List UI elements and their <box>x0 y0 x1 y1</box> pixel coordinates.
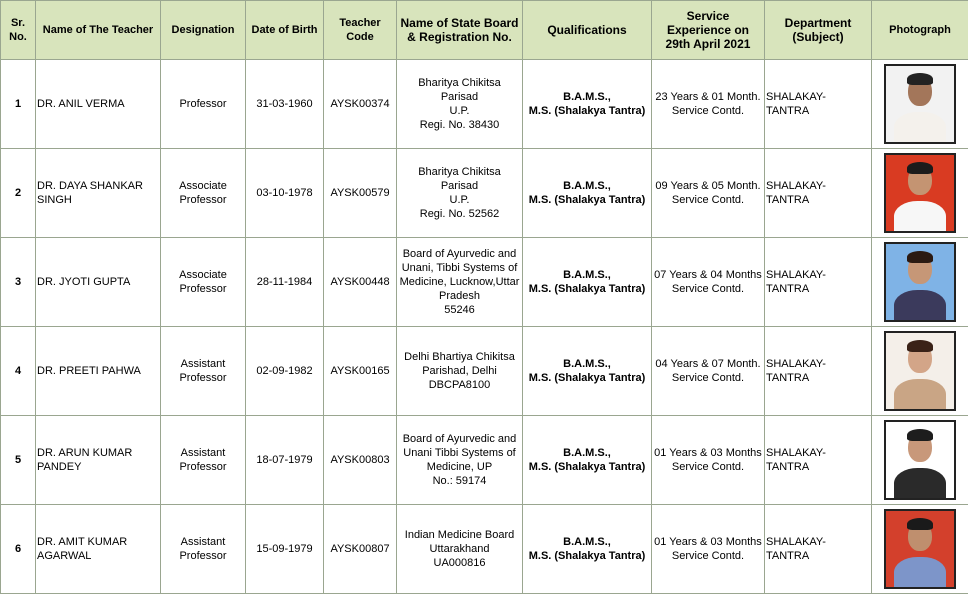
teacher-photo <box>884 509 956 589</box>
state-board-cell-line: Uttarakhand <box>429 543 490 555</box>
photo-hair <box>907 162 933 174</box>
qualifications-cell <box>523 327 652 416</box>
service-experience-cell-line: Service Contd. <box>671 372 745 384</box>
teacher-name-cell: DR. JYOTI GUPTA <box>36 238 161 327</box>
department-cell: SHALAKAY- TANTRA <box>765 238 872 327</box>
photo-hair <box>907 518 933 530</box>
table-row <box>1 149 968 238</box>
state-board-cell-line: Regi. No. 52562 <box>419 208 500 220</box>
header-service-experience: Service Experience on 29th April 2021 <box>652 1 765 60</box>
service-experience-cell <box>652 416 765 505</box>
qualifications-cell-line: B.A.M.S., <box>563 447 611 459</box>
service-experience-cell-line: 01 Years & 03 Months <box>654 536 762 548</box>
state-board-cell <box>397 238 523 327</box>
table-row <box>1 327 968 416</box>
sr-no-cell: 5 <box>1 416 36 505</box>
service-experience-cell <box>652 505 765 594</box>
header-designation: Designation <box>161 1 246 60</box>
qualifications-cell <box>523 416 652 505</box>
header-state-board: Name of State Board & Registration No. <box>397 1 523 60</box>
teacher-photo <box>884 420 956 500</box>
state-board-cell-line: Board of Ayurvedic and <box>402 248 517 260</box>
service-experience-cell-line: 07 Years & 04 Months <box>654 269 762 281</box>
photo-torso <box>894 468 946 500</box>
teacher-code-cell: AYSK00579 <box>324 149 397 238</box>
teacher-code-cell: AYSK00803 <box>324 416 397 505</box>
service-experience-cell-line: 04 Years & 07 Month. <box>655 358 761 370</box>
table-row <box>1 60 968 149</box>
qualifications-cell-line: B.A.M.S., <box>563 536 611 548</box>
table-row <box>1 416 968 505</box>
state-board-cell-line: UA000816 <box>433 557 486 569</box>
department-cell: SHALAKAY- TANTRA <box>765 149 872 238</box>
state-board-cell-line: Medicine, UP <box>426 461 493 473</box>
state-board-cell-line: Unani Tibbi Systems of <box>403 447 516 459</box>
state-board-cell <box>397 149 523 238</box>
header-qualifications: Qualifications <box>523 1 652 60</box>
sr-no-cell: 6 <box>1 505 36 594</box>
date-of-birth-cell: 03-10-1978 <box>246 149 324 238</box>
table-row <box>1 238 968 327</box>
state-board-cell-line: Bharitya Chikitsa Parisad <box>418 166 501 192</box>
state-board-cell-line: U.P. <box>449 194 470 206</box>
teacher-name-cell: DR. AMIT KUMAR AGARWAL <box>36 505 161 594</box>
date-of-birth-cell: 02-09-1982 <box>246 327 324 416</box>
teacher-photo <box>884 242 956 322</box>
table-row <box>1 505 968 594</box>
teacher-photo <box>884 153 956 233</box>
teacher-name-cell: DR. PREETI PAHWA <box>36 327 161 416</box>
designation-cell: Assistant Professor <box>161 327 246 416</box>
date-of-birth-cell: 31-03-1960 <box>246 60 324 149</box>
header-teacher-code: Teacher Code <box>324 1 397 60</box>
state-board-cell-line: Indian Medicine Board <box>404 529 515 541</box>
photo-torso <box>894 290 946 322</box>
department-cell: SHALAKAY- TANTRA <box>765 60 872 149</box>
service-experience-cell-line: Service Contd. <box>671 550 745 562</box>
sr-no-cell: 1 <box>1 60 36 149</box>
state-board-cell-line: No.: 59174 <box>432 475 487 487</box>
state-board-cell-line: Parishad, Delhi <box>422 365 497 377</box>
state-board-cell-line: U.P. <box>449 105 470 117</box>
qualifications-cell-line: M.S. (Shalakya Tantra) <box>528 105 646 117</box>
state-board-cell-line: Pradesh <box>439 290 480 302</box>
photo-torso <box>894 201 946 233</box>
service-experience-cell <box>652 327 765 416</box>
service-experience-cell-line: Service Contd. <box>671 105 745 117</box>
service-experience-cell-line: 09 Years & 05 Month. <box>655 180 761 192</box>
qualifications-cell-line: M.S. (Shalakya Tantra) <box>528 461 646 473</box>
state-board-cell <box>397 327 523 416</box>
state-board-cell-line: Bharitya Chikitsa Parisad <box>418 77 501 103</box>
service-experience-cell <box>652 149 765 238</box>
designation-cell: Associate Professor <box>161 238 246 327</box>
photograph-cell <box>872 505 968 594</box>
photograph-cell <box>872 416 968 505</box>
teacher-name-cell: DR. ANIL VERMA <box>36 60 161 149</box>
service-experience-cell-line: 01 Years & 03 Months <box>654 447 762 459</box>
photo-hair <box>907 429 933 441</box>
header-teacher-name: Name of The Teacher <box>36 1 161 60</box>
teacher-code-cell: AYSK00448 <box>324 238 397 327</box>
designation-cell: Assistant Professor <box>161 416 246 505</box>
state-board-cell-line: Medicine, Lucknow,Uttar <box>399 276 520 288</box>
qualifications-cell-line: B.A.M.S., <box>563 358 611 370</box>
department-cell: SHALAKAY- TANTRA <box>765 505 872 594</box>
photo-hair <box>907 73 933 85</box>
teacher-photo <box>884 331 956 411</box>
state-board-cell <box>397 60 523 149</box>
photograph-cell <box>872 60 968 149</box>
teacher-code-cell: AYSK00807 <box>324 505 397 594</box>
qualifications-cell-line: B.A.M.S., <box>563 91 611 103</box>
teacher-name-cell: DR. DAYA SHANKAR SINGH <box>36 149 161 238</box>
qualifications-cell <box>523 505 652 594</box>
state-board-cell-line: Unani, Tibbi Systems of <box>401 262 518 274</box>
header-photograph: Photograph <box>872 1 968 60</box>
service-experience-cell-line: Service Contd. <box>671 461 745 473</box>
photo-torso <box>894 379 946 411</box>
photograph-cell <box>872 238 968 327</box>
state-board-cell-line: Board of Ayurvedic and <box>402 433 517 445</box>
designation-cell: Professor <box>161 60 246 149</box>
service-experience-cell <box>652 238 765 327</box>
state-board-cell-line: Regi. No. 38430 <box>419 119 500 131</box>
sr-no-cell: 4 <box>1 327 36 416</box>
date-of-birth-cell: 15-09-1979 <box>246 505 324 594</box>
photo-hair <box>907 340 933 352</box>
qualifications-cell <box>523 149 652 238</box>
qualifications-cell-line: M.S. (Shalakya Tantra) <box>528 550 646 562</box>
sr-no-cell: 2 <box>1 149 36 238</box>
department-cell: SHALAKAY- TANTRA <box>765 327 872 416</box>
teacher-code-cell: AYSK00165 <box>324 327 397 416</box>
qualifications-cell-line: M.S. (Shalakya Tantra) <box>528 194 646 206</box>
designation-cell: Associate Professor <box>161 149 246 238</box>
qualifications-cell-line: B.A.M.S., <box>563 269 611 281</box>
state-board-cell <box>397 505 523 594</box>
header-row <box>1 1 968 60</box>
department-cell: SHALAKAY- TANTRA <box>765 416 872 505</box>
service-experience-cell-line: Service Contd. <box>671 283 745 295</box>
header-date-of-birth: Date of Birth <box>246 1 324 60</box>
photo-torso <box>894 557 946 589</box>
state-board-cell-line: DBCPA8100 <box>428 379 491 391</box>
state-board-cell-line: Delhi Bhartiya Chikitsa <box>404 351 515 363</box>
header-sr-no: Sr. No. <box>1 1 36 60</box>
teacher-name-cell: DR. ARUN KUMAR PANDEY <box>36 416 161 505</box>
qualifications-cell-line: B.A.M.S., <box>563 180 611 192</box>
qualifications-cell-line: M.S. (Shalakya Tantra) <box>528 283 646 295</box>
qualifications-cell-line: M.S. (Shalakya Tantra) <box>528 372 646 384</box>
photograph-cell <box>872 149 968 238</box>
photo-hair <box>907 251 933 263</box>
teacher-photo <box>884 64 956 144</box>
qualifications-cell <box>523 60 652 149</box>
designation-cell: Assistant Professor <box>161 505 246 594</box>
sr-no-cell: 3 <box>1 238 36 327</box>
state-board-cell-line: 55246 <box>444 304 475 316</box>
service-experience-cell-line: Service Contd. <box>671 194 745 206</box>
service-experience-cell-line: 23 Years & 01 Month. <box>655 91 761 103</box>
photograph-cell <box>872 327 968 416</box>
state-board-cell <box>397 416 523 505</box>
header-department: Department (Subject) <box>765 1 872 60</box>
qualifications-cell <box>523 238 652 327</box>
date-of-birth-cell: 18-07-1979 <box>246 416 324 505</box>
date-of-birth-cell: 28-11-1984 <box>246 238 324 327</box>
teacher-code-cell: AYSK00374 <box>324 60 397 149</box>
photo-torso <box>894 112 946 144</box>
service-experience-cell <box>652 60 765 149</box>
